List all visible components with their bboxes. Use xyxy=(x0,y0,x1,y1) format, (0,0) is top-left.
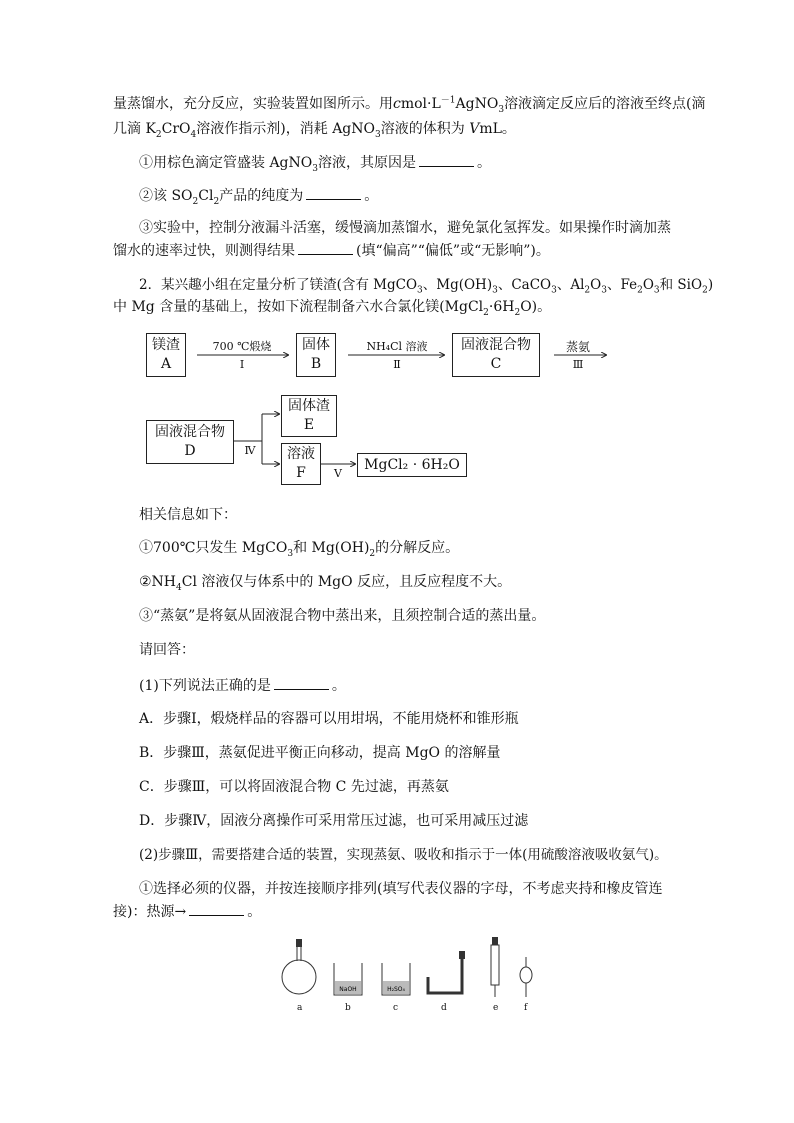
question-line: 中 Mg 含量的基础上，按如下流程制备六水合氯化镁$(MgCl_2\cdot 6H_2O)$。 xyxy=(113,299,552,318)
text-line: 量蒸馏水，充分反应，实验装置如图所示。用$cmol\cdot L^{-1}AgNO_3$溶液滴定反应后的溶液至终点(滴 xyxy=(113,95,706,115)
info-title: 相关信息如下： xyxy=(139,507,237,523)
arrow1-label-top: 700 ℃煅烧 xyxy=(212,340,272,353)
apparatus-label-c: c xyxy=(393,1003,399,1013)
flow-box-b: 固体 B xyxy=(296,333,336,377)
info-item: ①700℃只发生 MgCO$_3$和 $Mg(OH)_2$的分解反应。 xyxy=(139,540,460,559)
arrow1-label-bottom: I xyxy=(239,358,245,371)
text-line: ③实验中，控制分液漏斗活塞，缓慢滴加蒸馏水，避免氯化氢挥发。如果操作时滴加蒸 xyxy=(139,220,671,236)
arrow4-label: Ⅳ xyxy=(244,444,256,457)
svg-text:NaOH: NaOH xyxy=(339,986,357,993)
flask-icon xyxy=(282,939,316,994)
answer-blank[interactable] xyxy=(274,675,329,690)
text-line: ①用棕色滴定管盛装 AgNO$_3$溶液，其原因是 。 xyxy=(139,152,491,173)
arrow2-label-top: NH₄Cl 溶液 xyxy=(366,340,428,353)
bulb-tube-icon xyxy=(520,957,532,997)
part2-q1: 接)：热源→ 。 xyxy=(113,901,261,922)
apparatus-label-f: f xyxy=(524,1003,528,1013)
flow-box-e: 固体渣 E xyxy=(281,395,337,437)
beaker-h2so4-icon xyxy=(382,963,410,995)
text-line: 馏水的速率过快，则测得结果 (填“偏高”“偏低”或“无影响”)。 xyxy=(113,240,550,261)
apparatus-label-d: d xyxy=(441,1003,447,1013)
flow-box-c: 固液混合物 C xyxy=(452,333,540,377)
flow-box-a: 镁渣 A xyxy=(146,333,186,377)
apparatus-figure xyxy=(270,935,540,1005)
apparatus-label-b: b xyxy=(345,1003,351,1013)
flow-box-d: 固液混合物 D xyxy=(146,420,234,464)
option-a[interactable]: A．步骤Ⅰ，煅烧样品的容器可以用坩埚，不能用烧杯和锥形瓶 xyxy=(139,711,519,727)
arrow2-label-bottom: Ⅱ xyxy=(393,358,401,371)
text-line: 几滴 $K_2CrO_4$溶液作指示剂)，消耗 AgNO$_3$溶液的体积为 VmL。 xyxy=(113,121,516,140)
ask-line: 请回答： xyxy=(139,642,195,658)
option-b[interactable]: B．步骤Ⅲ，蒸氨促进平衡正向移动，提高 MgO 的溶解量 xyxy=(139,745,501,761)
option-d[interactable]: D．步骤Ⅳ，固液分离操作可采用常压过滤，也可采用减压过滤 xyxy=(139,813,529,829)
info-item: $②NH_4Cl$ 溶液仅与体系中的 MgO 反应，且反应程度不大。 xyxy=(139,574,512,593)
flow-box-f: 溶液 F xyxy=(281,443,321,485)
arrow3-label-top: 蒸氨 xyxy=(565,340,590,354)
part2-stem: (2)步骤Ⅲ，需要搭建合适的装置，实现蒸氨、吸收和指示于一体(用硫酸溶液吸收氨气)。 xyxy=(139,847,668,863)
apparatus-label-a: a xyxy=(297,1003,303,1013)
answer-blank[interactable] xyxy=(189,901,244,916)
part1-stem: (1)下列说法正确的是 。 xyxy=(139,675,346,696)
arrow3-label-bottom: Ⅲ xyxy=(572,358,584,371)
option-c[interactable]: C．步骤Ⅲ，可以将固液混合物 C 先过滤，再蒸氨 xyxy=(139,779,449,795)
arrow5-label: Ⅴ xyxy=(334,467,342,480)
info-item: ③“蒸氨”是将氨从固液混合物中蒸出来，且须控制合适的蒸出量。 xyxy=(139,608,546,624)
beaker-naoh-icon xyxy=(334,963,362,995)
bent-tube-icon xyxy=(428,951,465,993)
text-line: ②该 $SO_2Cl_2$产品的纯度为 。 xyxy=(139,185,378,206)
part2-q1: ①选择必须的仪器，并按连接顺序排列(填写代表仪器的字母，不考虑夹持和橡皮管连 xyxy=(139,881,663,897)
flow-box-product: MgCl₂ · 6H₂O xyxy=(357,453,467,477)
svg-text:H₂SO₄: H₂SO₄ xyxy=(387,986,405,993)
condenser-icon xyxy=(491,937,499,997)
apparatus-label-e: e xyxy=(493,1003,499,1013)
question-line: 2．某兴趣小组在定量分析了镁渣(含有 MgCO$_3$、$Mg(OH)_3$、CaCO$_3$、$Al_2O_3$、$Fe_2O_3$和 SiO$_2$) xyxy=(139,277,714,296)
